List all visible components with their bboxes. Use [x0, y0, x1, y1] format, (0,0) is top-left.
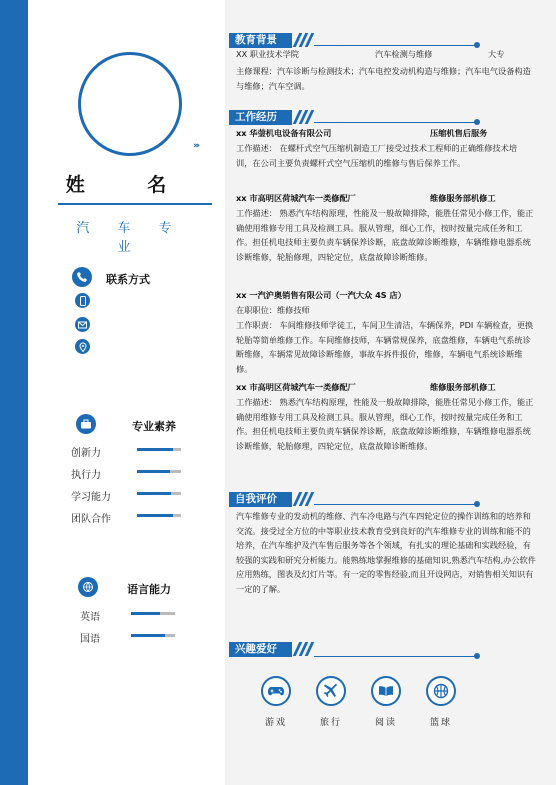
hobby-item: [251, 676, 301, 728]
skill-label: 学习能力: [71, 492, 111, 503]
candidate-major: 汽 车 专 业: [76, 221, 184, 255]
name-divider: [58, 203, 212, 205]
job-company: xx 华蓥机电设备有限公司: [236, 128, 332, 138]
hobby-label: 篮球: [429, 718, 452, 728]
education-major: 汽车检测与维修: [375, 49, 433, 59]
skill-label: 创新力: [71, 448, 101, 459]
language-bar-track: [131, 612, 175, 615]
languages-heading: 语言能力: [127, 583, 171, 596]
skill-bar-fill: [137, 514, 173, 517]
skill-bar-track: [137, 448, 181, 451]
heading-dot: [474, 653, 480, 659]
email-icon: [75, 317, 90, 332]
heading-rule: [314, 656, 477, 657]
language-bar-fill: [131, 634, 165, 637]
job-title: 维修服务部机修工: [430, 382, 496, 392]
chevrons-icon: ›››: [193, 141, 199, 151]
left-accent-bar: [0, 0, 28, 785]
job-company: xx 一汽沪奥销售有限公司（一汽大众 4S 店）: [236, 290, 406, 300]
self-eval-text: 汽车维修专业的发动机的维修、汽车冷电路与汽车四轮定位的操作训练和的培养和交流。接受过全方位的中等职业技术教育受到良好的汽车维修专业的训练和能不的培养，在汽车维护及汽车售后服务等各个领域，有扎实的理论基础和实践经验，有较强的实践和研究分析能力。能熟练地掌握维修的基础知识,熟悉汽车结构,办公软件应用熟练，图表及幻灯片等。有一定的零售经验,而且开设网店，对销售相关知识有一定的了解。: [236, 511, 536, 594]
job-description: 工作描述： 熟悉汽车结构原理，性能及一般故障排除，能胜任常见小修工作，能正确使用维修专用工具及检测工具。服从管理，细心工作，按时按量完成任务和工作。担任机电技师主要负责车辆保养诊断，底盘故障诊断维修，车辆维修电器系统诊断维修，轮胎修理，四轮定位，底盘故障诊断维修。: [236, 208, 534, 262]
education-school: XX 职业技术学院: [236, 49, 299, 59]
skill-bar-track: [137, 470, 181, 473]
heading-dot: [474, 119, 480, 125]
education-heading: 教育背景: [229, 33, 292, 48]
job-description: 工作描述： 熟悉汽车结构原理，性能及一般故障排除，能胜任常见小修工作，能正确使用维修专用工具及检测工具。服从管理，细心工作，按时按量完成任务和工作。担任机电技师主要负责车辆保养诊断，底盘故障诊断维修，车辆维修电器系统诊断维修，轮胎修理，四轮定位，底盘故障诊断维修。: [236, 397, 534, 451]
heading-rule: [314, 504, 477, 505]
hobbies-heading: 兴趣爱好: [229, 642, 292, 657]
location-icon: [75, 339, 90, 354]
language-bar-track: [131, 634, 175, 637]
skill-bar-fill: [137, 470, 170, 473]
language-bar-fill: [131, 612, 160, 615]
language-icon: [78, 577, 98, 597]
heading-rule: [314, 122, 477, 123]
book-icon: [371, 676, 401, 706]
profile-photo: [78, 52, 182, 156]
education-degree: 大专: [488, 49, 505, 59]
basketball-icon: [426, 676, 456, 706]
job-company: xx 市高明区荷城汽车一类修配厂: [236, 382, 356, 392]
mobile-icon: [75, 293, 90, 308]
job-description: 工作职责： 车间维修技师学徒工，车间卫生清洁，车辆保养，PDI 车辆检查，更换轮胎等简单维修工作。车间维修技师，车辆常规保养，底盘维修，车辆电气系统诊断维修，车辆常见故障诊断维修，事故车拆件报价，维修，车辆电气系统诊断维修。: [236, 320, 534, 374]
education-courses: 主修课程：汽车诊断与检测技术；汽车电控发动机构造与维修；汽车电气设备构造与维修；汽车空调。: [236, 66, 531, 91]
skill-bar-fill: [137, 492, 171, 495]
work-heading: 工作经历: [229, 110, 292, 125]
skill-bar-track: [137, 514, 181, 517]
skill-bar-track: [137, 492, 181, 495]
skill-label: 执行力: [71, 470, 101, 481]
skill-bar-fill: [137, 448, 173, 451]
heading-rule: [314, 45, 477, 46]
phone-icon: [72, 267, 92, 287]
skill-label: 团队合作: [71, 514, 111, 525]
hobby-item: [416, 676, 466, 728]
job-company: xx 市高明区荷城汽车一类修配厂: [236, 193, 356, 203]
job-position: 在职职位：维修技师: [236, 305, 310, 315]
skills-heading: 专业素养: [132, 420, 176, 433]
hobby-label: 阅读: [374, 718, 397, 728]
hobby-label: 旅行: [319, 718, 342, 728]
job-title: 维修服务部机修工: [430, 193, 496, 203]
gamepad-icon: [261, 676, 291, 706]
heading-dot: [474, 42, 480, 48]
self-eval-heading: 自我评价: [229, 492, 292, 507]
heading-dot: [474, 501, 480, 507]
language-label: 英语: [80, 612, 100, 623]
language-label: 国语: [80, 634, 100, 645]
hobby-item: [361, 676, 411, 728]
contact-heading: 联系方式: [106, 273, 150, 286]
airplane-icon: [316, 676, 346, 706]
job-description: 工作描述： 在螺杆式空气压缩机制造工厂接受过技术工程师的正确维修技术培训，在公司主要负责螺杆式空气压缩机的维修与售后保养工作。: [236, 143, 517, 168]
candidate-name: 姓 名: [65, 174, 195, 196]
hobby-label: 游戏: [264, 718, 287, 728]
hobby-item: [306, 676, 356, 728]
job-title: 压缩机售后服务: [430, 128, 488, 138]
briefcase-icon: [76, 414, 96, 434]
